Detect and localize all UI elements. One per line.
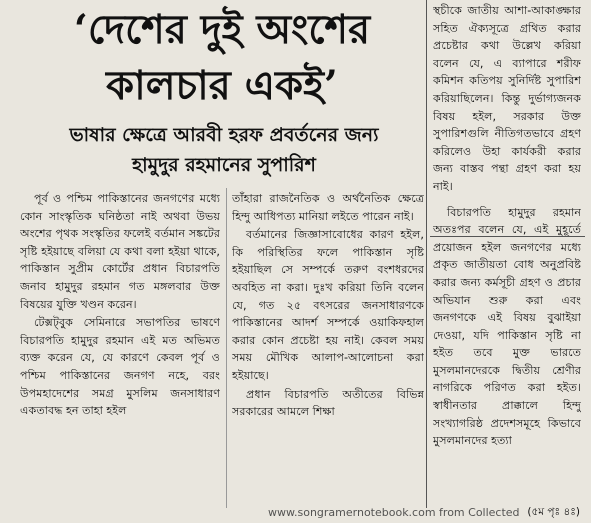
col2-paragraph-2: বর্তমানের জিজ্ঞাসাবোধের কারণ হইল, কি পরিস্থিতির ফলে পাকিস্তান সৃষ্টি হইয়াছিল সে সম্পর্কে তরুণ বংশধরদের অবহিত না করা। দুঃখ করিয়া তিনি বলেন যে, গত ২৫ বৎসরের জনসাধারণকে পাকিস্তানের আদর্শ সম্পর্কে ওয়াকিফহাল করার কোন প্রচেষ্টা হয় নাই। কেবল সময় সময় মৌখিক আলাপ-আলোচনা করা হইয়াছে। — [232, 228, 424, 382]
col1-paragraph-1: পূর্ব ও পশ্চিম পাকিস্তানের জনগণের মধ্যে কোন সাংস্কৃতিক ঘনিষ্ঠতা নাই অথবা উভয় অংশের পৃথক সংস্কৃতির ফলেই বর্তমান সঙ্কটের সৃষ্টি হইয়াছে বলিয়া যে কথা বলা হইয়া থাকে, পাকিস্তান সুপ্রীম কোর্টের প্রধান বিচারপতি জনাব হামুদুর রহমান গত মঙ্গলবার উক্ত বিষয়ের যুক্তি খণ্ডন করেন। — [20, 192, 220, 311]
column-divider-inner — [226, 188, 227, 508]
headline-line-1: ‘দেশের দুই অংশের — [73, 6, 371, 53]
article-column-2 — [232, 190, 424, 508]
col2-paragraph-1: তাঁহারা রাজনৈতিক ও অর্থনৈতিক ক্ষেত্রে হিন্দু আধিপত্য মানিয়া লইতে পারেন নাই। — [232, 192, 424, 223]
headline-line-2: কালচার একই’ — [106, 62, 338, 109]
continued-reference: (৫ম পৃঃ ৪ঃ) — [527, 506, 580, 518]
col3-paragraph-1: স্থচীকে জাতীয় আশা-আকাঙ্ক্ষার সহিত ঐক্যসূত্রে গ্রথিত করার প্রচেষ্টার কথা উল্লেখ করিয়া বলেন যে, এ ব্যাপারে শরীফ কমিশন কতিপয় সুনির্দিষ্ট সুপারিশ করিয়াছিলেন। কিন্তু দুর্ভাগ্যজনক বিষয় হইল, সরকার উক্ত সুপারিশগুলি নীতিগতভাবে গ্রহণ করিলেও উহা কার্যকরী করার জন্য বাস্তব পন্থা গ্রহণ করা হয় নাই। — [433, 4, 581, 193]
article-column-3 — [433, 2, 581, 507]
subheadline-line-1: ভাষার ক্ষেত্রে আরবী হরফ প্রবর্তনের জন্য — [69, 124, 379, 146]
article-column-1 — [20, 190, 220, 521]
subheadline-line-2: হামুদুর রহমানের সুপারিশ — [132, 154, 316, 176]
column-divider — [426, 0, 427, 508]
col1-paragraph-2: টেক্সট্‌বুক সেমিনারে সভাপতির ভাষণে বিচারপতি হামুদুর রহমান এই মত অভিমত ব্যক্ত করেন যে, যে কারণে কেবল পূর্ব ও পশ্চিম পাকিস্তানের জনগণ নহে, বরং উপমহাদেশের সমগ্র মুসলিম জনসাধারণ একতাবদ্ধ হন তাহা হইল — [20, 316, 220, 418]
col3-paragraph-2: বিচারপতি হামুদুর রহমান অতঃপর বলেন যে, এই মুহূর্তে প্রয়োজন হইল জনগণের মধ্যে প্রকৃত জাতীয়তা বোধ অনুপ্রবিষ্ট করার জন্য কর্মসূচী গ্রহণ ও প্রচার অভিযান শুরু করা এবং জনগণকে এই বিষয় বুঝাইয়া দেওয়া, যদি পাকিস্তান সৃষ্টি না হইত তবে মুক্ত ভারতে মুসলমানদেরকে দ্বিতীয় শ্রেণীর নাগরিকে পরিণত করা হইত। স্বাধীনতার প্রাক্কালে হিন্দু সংখ্যাগরিষ্ঠ প্রদেশসমূহে কিভাবে মুসলমানদের হত্যা — [433, 205, 581, 448]
col2-paragraph-3: প্রধান বিচারপতি অতীতের বিভিন্ন সরকারের আমলে শিক্ষা — [232, 387, 424, 419]
watermark-text: www.songramernotebook.com from Collected — [268, 506, 520, 519]
